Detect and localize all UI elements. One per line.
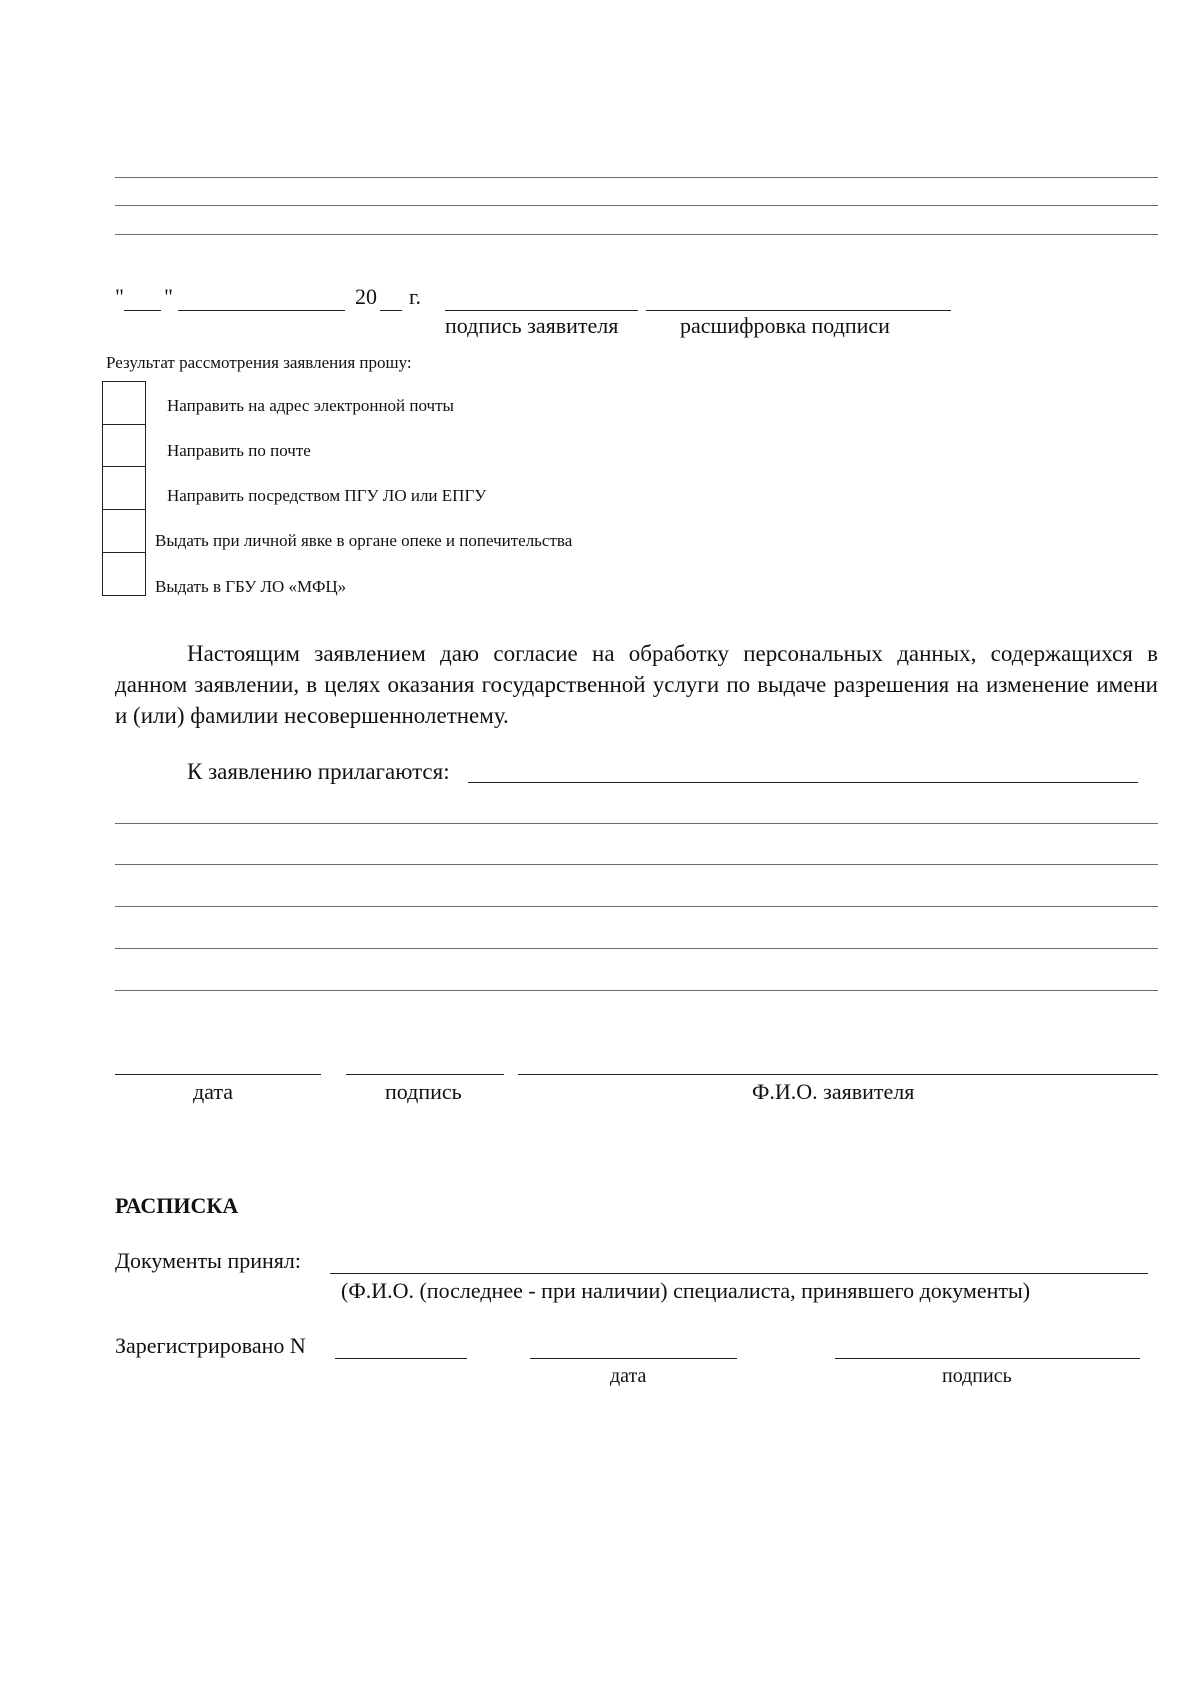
registered-number-label: Зарегистрировано N bbox=[115, 1333, 306, 1358]
applicant-sign-label: подпись bbox=[385, 1079, 462, 1104]
receipt-signature-blank[interactable] bbox=[835, 1358, 1140, 1359]
checkbox-in-person[interactable] bbox=[102, 509, 146, 553]
consent-paragraph: Настоящим заявлением даю согласие на обработку персональных данных, содержащихся в данном заявлении, в целях оказания государственной услуги по выдаче разрешения на изменение имени и (или) фамилии несовершеннолетнему. bbox=[115, 641, 1158, 728]
registered-number-blank[interactable] bbox=[335, 1358, 467, 1359]
receipt-title: РАСПИСКА bbox=[115, 1193, 239, 1218]
checkbox-pgu-epgu[interactable] bbox=[102, 466, 146, 510]
date-quote-open: " bbox=[115, 284, 124, 309]
year-suffix: г. bbox=[409, 284, 422, 309]
blank-line bbox=[115, 234, 1158, 235]
checkbox-email[interactable] bbox=[102, 381, 146, 425]
applicant-date-blank[interactable] bbox=[115, 1074, 321, 1075]
attachments-blank-line[interactable] bbox=[115, 948, 1158, 949]
applicant-fio-blank[interactable] bbox=[518, 1074, 1158, 1075]
documents-accepted-hint: (Ф.И.О. (последнее - при наличии) специалиста, принявшего документы) bbox=[341, 1278, 1031, 1303]
option-label-mfc: Выдать в ГБУ ЛО «МФЦ» bbox=[155, 577, 347, 596]
checkbox-mfc[interactable] bbox=[102, 552, 146, 596]
option-label-in-person: Выдать при личной явке в органе опеке и попечительства bbox=[155, 531, 573, 550]
blank-line bbox=[115, 177, 1158, 178]
signature-decoding-label: расшифровка подписи bbox=[680, 313, 890, 338]
attachments-blank-line[interactable] bbox=[115, 906, 1158, 907]
documents-accepted-label: Документы принял: bbox=[115, 1248, 301, 1273]
option-label-email: Направить на адрес электронной почты bbox=[167, 396, 454, 415]
attachments-blank-line[interactable] bbox=[115, 823, 1158, 824]
applicant-signature-label: подпись заявителя bbox=[445, 313, 619, 338]
applicant-date-label: дата bbox=[193, 1079, 234, 1104]
attachments-first-blank[interactable] bbox=[468, 782, 1138, 783]
blank-line bbox=[115, 205, 1158, 206]
option-label-pgu-epgu: Направить посредством ПГУ ЛО или ЕПГУ bbox=[167, 486, 487, 505]
checkbox-post[interactable] bbox=[102, 424, 146, 468]
date-quote-close: " bbox=[164, 284, 173, 309]
receipt-signature-label: подпись bbox=[942, 1365, 1012, 1387]
attachments-blank-line[interactable] bbox=[115, 990, 1158, 991]
year-blank[interactable] bbox=[380, 310, 402, 311]
applicant-sign-blank[interactable] bbox=[346, 1074, 504, 1075]
option-label-post: Направить по почте bbox=[167, 441, 311, 460]
signature-decoding-blank[interactable] bbox=[646, 310, 951, 311]
attachments-blank-line[interactable] bbox=[115, 864, 1158, 865]
attachments-label: К заявлению прилагаются: bbox=[187, 759, 450, 784]
applicant-signature-blank[interactable] bbox=[445, 310, 638, 311]
receipt-date-label: дата bbox=[610, 1365, 647, 1387]
month-blank[interactable] bbox=[178, 310, 345, 311]
receipt-date-blank[interactable] bbox=[530, 1358, 737, 1359]
documents-accepted-blank[interactable] bbox=[330, 1273, 1148, 1274]
applicant-fio-label: Ф.И.О. заявителя bbox=[752, 1079, 915, 1104]
result-heading: Результат рассмотрения заявления прошу: bbox=[106, 353, 412, 372]
day-blank[interactable] bbox=[124, 310, 161, 311]
year-prefix: 20 bbox=[355, 284, 377, 309]
result-checkboxes bbox=[102, 381, 146, 596]
